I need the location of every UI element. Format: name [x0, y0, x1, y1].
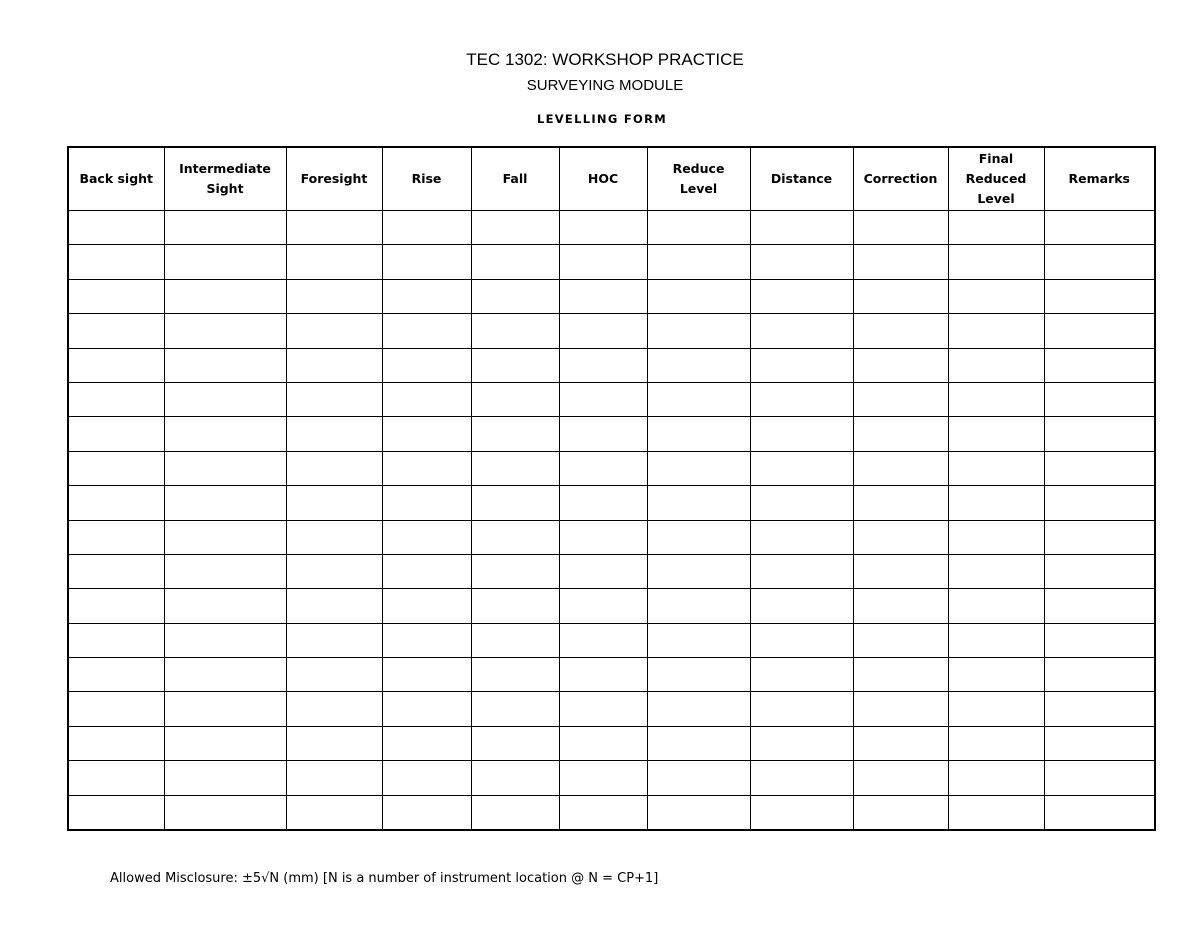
- table-cell[interactable]: [559, 348, 647, 382]
- table-cell[interactable]: [750, 589, 853, 623]
- table-cell[interactable]: [853, 520, 948, 554]
- table-cell[interactable]: [559, 658, 647, 692]
- table-cell[interactable]: [471, 623, 559, 657]
- table-cell[interactable]: [471, 795, 559, 830]
- table-cell[interactable]: [559, 692, 647, 726]
- column-header-intermediate-sight: Intermediate Sight: [164, 147, 286, 211]
- table-row: [68, 486, 1155, 520]
- table-cell[interactable]: [948, 314, 1044, 348]
- table-cell[interactable]: [286, 314, 382, 348]
- table-body: [68, 211, 1155, 831]
- table-cell[interactable]: [382, 348, 471, 382]
- table-cell[interactable]: [382, 795, 471, 830]
- table-cell[interactable]: [286, 520, 382, 554]
- table-cell[interactable]: [750, 726, 853, 760]
- table-cell[interactable]: [1044, 486, 1155, 520]
- table-cell[interactable]: [471, 451, 559, 485]
- table-cell[interactable]: [750, 348, 853, 382]
- column-header-remarks: Remarks: [1044, 147, 1155, 211]
- table-cell[interactable]: [750, 658, 853, 692]
- table-cell[interactable]: [68, 520, 164, 554]
- table-cell[interactable]: [559, 211, 647, 245]
- table-cell[interactable]: [286, 795, 382, 830]
- table-cell[interactable]: [471, 761, 559, 795]
- table-cell[interactable]: [948, 279, 1044, 313]
- table-cell[interactable]: [164, 486, 286, 520]
- table-cell[interactable]: [647, 451, 750, 485]
- table-cell[interactable]: [1044, 314, 1155, 348]
- table-cell[interactable]: [286, 554, 382, 588]
- table-cell[interactable]: [647, 761, 750, 795]
- table-cell[interactable]: [948, 554, 1044, 588]
- table-cell[interactable]: [471, 417, 559, 451]
- table-cell[interactable]: [647, 348, 750, 382]
- table-cell[interactable]: [853, 658, 948, 692]
- table-cell[interactable]: [853, 589, 948, 623]
- table-cell[interactable]: [1044, 451, 1155, 485]
- table-cell[interactable]: [471, 486, 559, 520]
- table-cell[interactable]: [164, 279, 286, 313]
- table-cell[interactable]: [164, 761, 286, 795]
- table-cell[interactable]: [286, 486, 382, 520]
- table-cell[interactable]: [1044, 348, 1155, 382]
- table-cell[interactable]: [948, 761, 1044, 795]
- table-cell[interactable]: [1044, 382, 1155, 416]
- table-cell[interactable]: [647, 623, 750, 657]
- table-cell[interactable]: [382, 520, 471, 554]
- table-cell[interactable]: [471, 554, 559, 588]
- table-cell[interactable]: [750, 520, 853, 554]
- table-cell[interactable]: [471, 382, 559, 416]
- table-cell[interactable]: [647, 520, 750, 554]
- table-cell[interactable]: [164, 211, 286, 245]
- table-cell[interactable]: [853, 245, 948, 279]
- table-cell[interactable]: [853, 211, 948, 245]
- table-cell[interactable]: [164, 589, 286, 623]
- table-cell[interactable]: [853, 314, 948, 348]
- table-cell[interactable]: [286, 382, 382, 416]
- table-cell[interactable]: [559, 554, 647, 588]
- table-cell[interactable]: [948, 623, 1044, 657]
- table-cell[interactable]: [948, 658, 1044, 692]
- column-header-back-sight: Back sight: [68, 147, 164, 211]
- table-cell[interactable]: [948, 382, 1044, 416]
- table-cell[interactable]: [948, 486, 1044, 520]
- table-row: [68, 348, 1155, 382]
- table-cell[interactable]: [853, 761, 948, 795]
- table-cell[interactable]: [68, 726, 164, 760]
- form-title: LEVELLING FORM: [536, 112, 668, 126]
- table-cell[interactable]: [1044, 795, 1155, 830]
- table-cell[interactable]: [750, 211, 853, 245]
- table-cell[interactable]: [1044, 761, 1155, 795]
- table-cell[interactable]: [68, 211, 164, 245]
- table-cell[interactable]: [471, 726, 559, 760]
- table-cell[interactable]: [948, 211, 1044, 245]
- table-cell[interactable]: [750, 451, 853, 485]
- table-cell[interactable]: [853, 486, 948, 520]
- table-cell[interactable]: [68, 658, 164, 692]
- table-cell[interactable]: [1044, 726, 1155, 760]
- table-cell[interactable]: [1044, 520, 1155, 554]
- table-cell[interactable]: [1044, 692, 1155, 726]
- table-cell[interactable]: [286, 348, 382, 382]
- table-cell[interactable]: [750, 795, 853, 830]
- table-cell[interactable]: [559, 451, 647, 485]
- table-cell[interactable]: [164, 658, 286, 692]
- table-cell[interactable]: [559, 761, 647, 795]
- table-cell[interactable]: [382, 382, 471, 416]
- misclosure-note: Allowed Misclosure: ±5√N (mm) [N is a number of instrument location @ N = CP+1]: [110, 871, 659, 886]
- table-cell[interactable]: [164, 623, 286, 657]
- table-cell[interactable]: [286, 245, 382, 279]
- table-cell[interactable]: [647, 417, 750, 451]
- table-cell[interactable]: [471, 245, 559, 279]
- document-subtitle: SURVEYING MODULE: [526, 77, 684, 94]
- table-cell[interactable]: [382, 314, 471, 348]
- column-header-correction: Correction: [853, 147, 948, 211]
- table-cell[interactable]: [750, 486, 853, 520]
- table-cell[interactable]: [382, 623, 471, 657]
- table-cell[interactable]: [647, 486, 750, 520]
- table-cell[interactable]: [286, 589, 382, 623]
- table-row: [68, 589, 1155, 623]
- table-cell[interactable]: [853, 623, 948, 657]
- table-cell[interactable]: [750, 245, 853, 279]
- table-cell[interactable]: [382, 417, 471, 451]
- table-cell[interactable]: [164, 726, 286, 760]
- table-cell[interactable]: [471, 314, 559, 348]
- table-cell[interactable]: [286, 279, 382, 313]
- table-cell[interactable]: [382, 211, 471, 245]
- table-cell[interactable]: [559, 245, 647, 279]
- table-cell[interactable]: [68, 795, 164, 830]
- column-header-foresight: Foresight: [286, 147, 382, 211]
- table-cell[interactable]: [853, 382, 948, 416]
- table-cell[interactable]: [1044, 211, 1155, 245]
- table-cell[interactable]: [647, 658, 750, 692]
- column-header-reduce-level: Reduce Level: [647, 147, 750, 211]
- document-title: TEC 1302: WORKSHOP PRACTICE: [466, 50, 744, 69]
- table-cell[interactable]: [68, 279, 164, 313]
- table-cell[interactable]: [948, 589, 1044, 623]
- table-cell[interactable]: [471, 520, 559, 554]
- table-cell[interactable]: [1044, 658, 1155, 692]
- table-cell[interactable]: [382, 451, 471, 485]
- table-row: [68, 520, 1155, 554]
- table-row: [68, 658, 1155, 692]
- table-cell[interactable]: [164, 692, 286, 726]
- table-cell[interactable]: [382, 658, 471, 692]
- table-cell[interactable]: [853, 451, 948, 485]
- table-cell[interactable]: [647, 726, 750, 760]
- table-cell[interactable]: [1044, 623, 1155, 657]
- table-cell[interactable]: [948, 245, 1044, 279]
- table-cell[interactable]: [948, 451, 1044, 485]
- table-cell[interactable]: [647, 795, 750, 830]
- table-cell[interactable]: [750, 761, 853, 795]
- table-cell[interactable]: [750, 623, 853, 657]
- table-cell[interactable]: [647, 245, 750, 279]
- column-header-hoc: HOC: [559, 147, 647, 211]
- table-cell[interactable]: [164, 245, 286, 279]
- table-row: [68, 245, 1155, 279]
- table-cell[interactable]: [164, 795, 286, 830]
- table-cell[interactable]: [382, 589, 471, 623]
- table-cell[interactable]: [164, 417, 286, 451]
- table-row: [68, 554, 1155, 588]
- table-cell[interactable]: [750, 382, 853, 416]
- table-cell[interactable]: [853, 348, 948, 382]
- table-cell[interactable]: [68, 761, 164, 795]
- table-cell[interactable]: [948, 417, 1044, 451]
- table-cell[interactable]: [164, 314, 286, 348]
- table-cell[interactable]: [750, 417, 853, 451]
- table-row: [68, 726, 1155, 760]
- table-cell[interactable]: [647, 692, 750, 726]
- table-row: [68, 279, 1155, 313]
- column-header-rise: Rise: [382, 147, 471, 211]
- table-cell[interactable]: [559, 520, 647, 554]
- table-cell[interactable]: [948, 726, 1044, 760]
- table-cell[interactable]: [559, 314, 647, 348]
- table-cell[interactable]: [68, 692, 164, 726]
- table-row: [68, 451, 1155, 485]
- table-row: [68, 692, 1155, 726]
- table-row: [68, 417, 1155, 451]
- table-cell[interactable]: [559, 382, 647, 416]
- table-cell[interactable]: [68, 245, 164, 279]
- table-header-row: [68, 147, 1155, 211]
- table-cell[interactable]: [68, 382, 164, 416]
- table-cell[interactable]: [1044, 245, 1155, 279]
- table-cell[interactable]: [286, 692, 382, 726]
- table-cell[interactable]: [1044, 554, 1155, 588]
- table-cell[interactable]: [750, 692, 853, 726]
- table-cell[interactable]: [647, 382, 750, 416]
- table-cell[interactable]: [647, 314, 750, 348]
- table-cell[interactable]: [164, 451, 286, 485]
- column-header-fall: Fall: [471, 147, 559, 211]
- table-cell[interactable]: [559, 486, 647, 520]
- table-cell[interactable]: [68, 623, 164, 657]
- table-cell[interactable]: [164, 520, 286, 554]
- table-cell[interactable]: [68, 417, 164, 451]
- table-cell[interactable]: [948, 520, 1044, 554]
- table-cell[interactable]: [853, 795, 948, 830]
- table-cell[interactable]: [1044, 589, 1155, 623]
- table-cell[interactable]: [853, 726, 948, 760]
- table-cell[interactable]: [647, 554, 750, 588]
- table-cell[interactable]: [286, 726, 382, 760]
- table-row: [68, 623, 1155, 657]
- table-row: [68, 314, 1155, 348]
- table-cell[interactable]: [286, 451, 382, 485]
- table-cell[interactable]: [948, 692, 1044, 726]
- table-cell[interactable]: [471, 211, 559, 245]
- column-header-distance: Distance: [750, 147, 853, 211]
- table-cell[interactable]: [286, 761, 382, 795]
- table-cell[interactable]: [68, 554, 164, 588]
- table-cell[interactable]: [948, 348, 1044, 382]
- table-cell[interactable]: [750, 314, 853, 348]
- table-cell[interactable]: [750, 279, 853, 313]
- table-cell[interactable]: [68, 314, 164, 348]
- table-cell[interactable]: [853, 554, 948, 588]
- table-cell[interactable]: [948, 795, 1044, 830]
- table-cell[interactable]: [286, 658, 382, 692]
- table-row: [68, 761, 1155, 795]
- table-cell[interactable]: [471, 279, 559, 313]
- table-cell[interactable]: [853, 417, 948, 451]
- table-cell[interactable]: [471, 692, 559, 726]
- table-cell[interactable]: [559, 623, 647, 657]
- table-cell[interactable]: [68, 348, 164, 382]
- table-cell[interactable]: [471, 589, 559, 623]
- table-cell[interactable]: [750, 554, 853, 588]
- table-cell[interactable]: [1044, 417, 1155, 451]
- table-cell[interactable]: [559, 279, 647, 313]
- table-cell[interactable]: [471, 658, 559, 692]
- table-cell[interactable]: [382, 279, 471, 313]
- table-cell[interactable]: [68, 486, 164, 520]
- table-cell[interactable]: [286, 417, 382, 451]
- table-cell[interactable]: [559, 726, 647, 760]
- levelling-table: [67, 146, 1156, 831]
- table-cell[interactable]: [647, 279, 750, 313]
- table-cell[interactable]: [647, 589, 750, 623]
- table-cell[interactable]: [382, 726, 471, 760]
- table-cell[interactable]: [164, 348, 286, 382]
- table-cell[interactable]: [853, 279, 948, 313]
- table-cell[interactable]: [382, 486, 471, 520]
- table-cell[interactable]: [853, 692, 948, 726]
- table-cell[interactable]: [559, 795, 647, 830]
- table-cell[interactable]: [286, 211, 382, 245]
- table-cell[interactable]: [68, 451, 164, 485]
- table-cell[interactable]: [647, 211, 750, 245]
- table-row: [68, 795, 1155, 830]
- column-header-final-reduced-level: Final Reduced Level: [948, 147, 1044, 211]
- table-cell[interactable]: [382, 692, 471, 726]
- table-row: [68, 382, 1155, 416]
- table-cell[interactable]: [559, 417, 647, 451]
- table-cell[interactable]: [471, 348, 559, 382]
- table-cell[interactable]: [1044, 279, 1155, 313]
- table-cell[interactable]: [559, 589, 647, 623]
- table-cell[interactable]: [382, 245, 471, 279]
- table-row: [68, 211, 1155, 245]
- table-cell[interactable]: [164, 382, 286, 416]
- table-cell[interactable]: [68, 589, 164, 623]
- table-cell[interactable]: [286, 623, 382, 657]
- table-cell[interactable]: [164, 554, 286, 588]
- table-cell[interactable]: [382, 761, 471, 795]
- table-cell[interactable]: [382, 554, 471, 588]
